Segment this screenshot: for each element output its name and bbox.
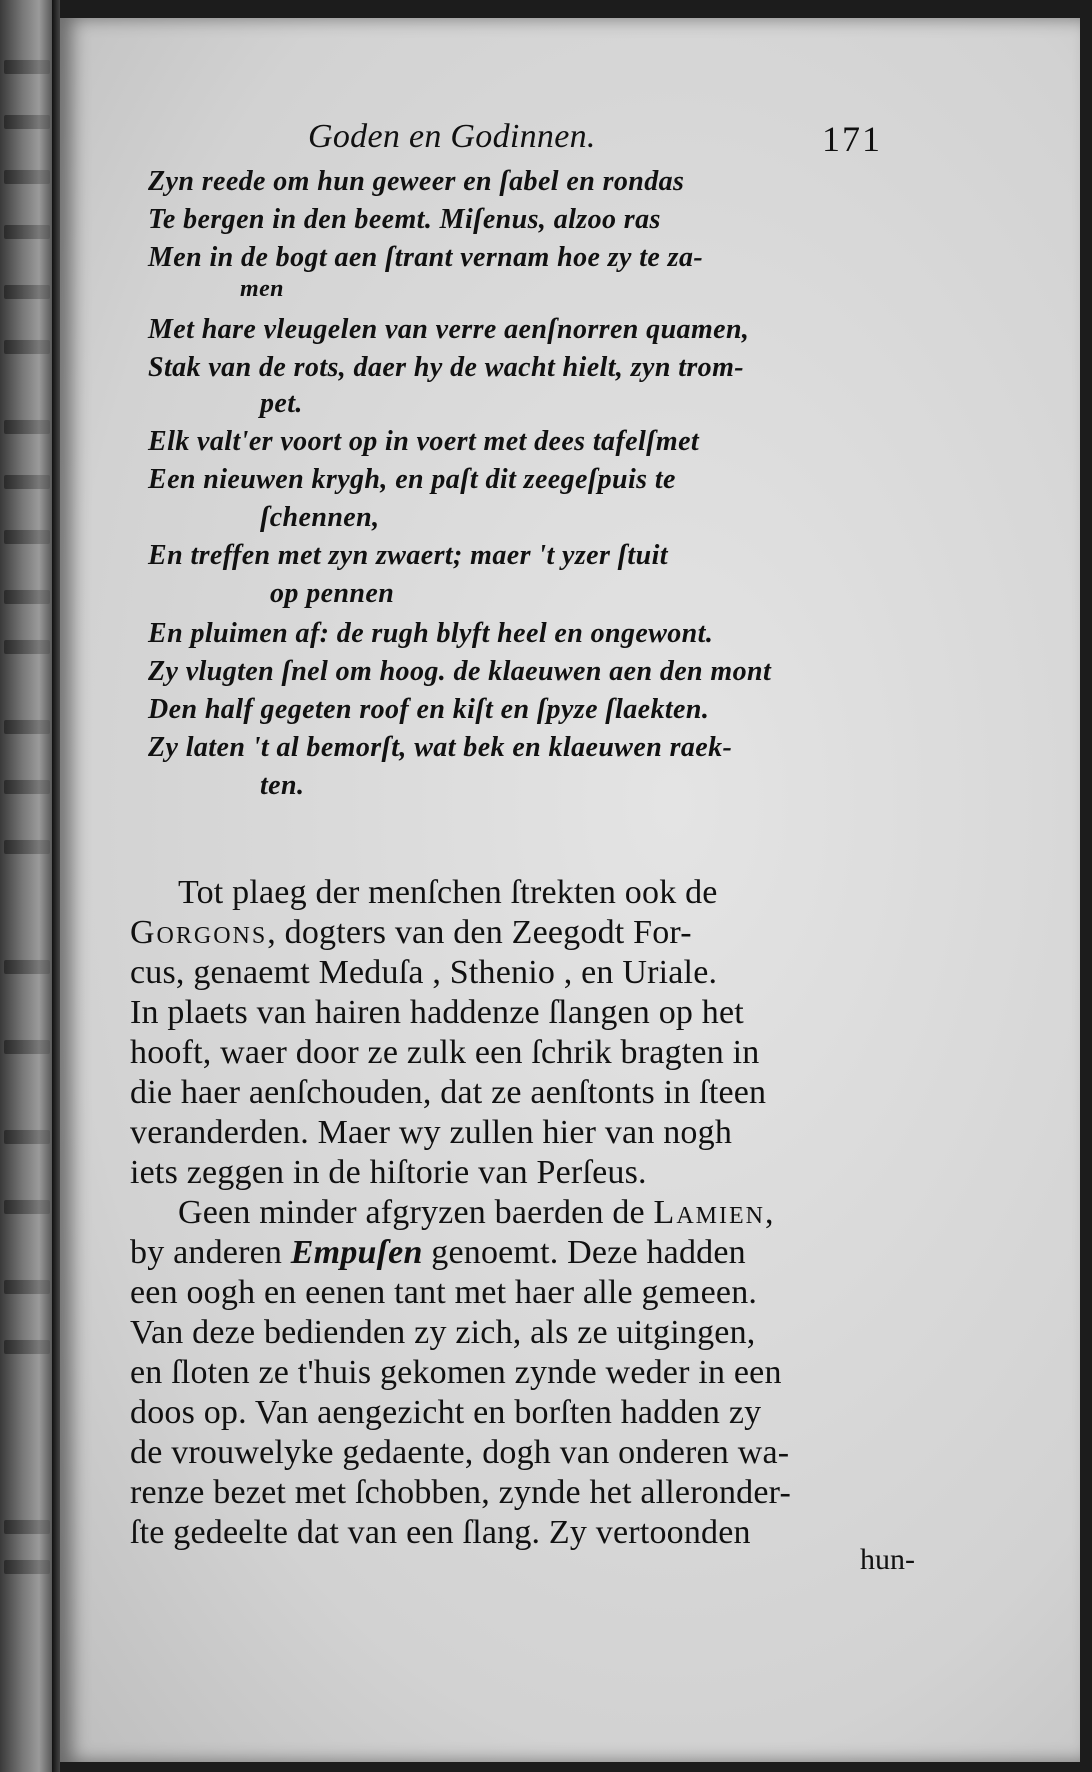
prose-line: hooft, waer door ze zulk een ſchrik bragten in [130,1034,760,1071]
prose-line: In plaets van hairen haddenze ſlangen op het [130,994,744,1031]
prose-line: en ſloten ze t'huis gekomen zynde weder in een [130,1354,782,1391]
verse-line: En pluimen af: de rugh blyft heel en ongewont. [148,618,714,649]
prose-line: die haer aenſchouden, dat ze aenſtonts in ſteen [130,1074,767,1111]
book-page [60,18,1080,1762]
prose-line: doos op. Van aengezicht en borſten hadden zy [130,1394,762,1431]
verse-line: op pennen [270,578,395,609]
prose-line: Van deze bedienden zy zich, als ze uitgingen, [130,1314,756,1351]
verse-line: Zy laten 't al bemorſt, wat bek en klaeuwen raek- [148,732,733,763]
prose-line: by anderen Empuſen genoemt. Deze hadden [130,1234,746,1271]
verse-line: Men in de bogt aen ſtrant vernam hoe zy te za- [148,242,704,273]
verse-line: Met hare vleugelen van verre aenſnorren quamen, [148,314,750,345]
verse-line: Stak van de rots, daer hy de wacht hielt, zyn trom- [148,352,744,383]
prose-line: ſte gedeelte dat van een ſlang. Zy vertoonden [130,1514,751,1551]
verse-line: ten. [260,770,305,801]
prose-line: renze bezet met ſchobben, zynde het alleronder- [130,1474,791,1511]
prose-line: iets zeggen in de hiſtorie van Perſeus. [130,1154,647,1191]
catchword: hun- [860,1543,915,1576]
running-head: Goden en Godinnen. [308,118,596,155]
verse-line: ſchennen, [260,502,380,533]
verse-line: Zy vlugten ſnel om hoog. de klaeuwen aen den mont [148,656,772,687]
prose-line: Gorgons, dogters van den Zeegodt For- [130,914,692,951]
verse-line: Zyn reede om hun geweer en ſabel en rondas [148,166,685,197]
prose-line: Geen minder afgryzen baerden de Lamien, [178,1194,774,1231]
prose-line: Tot plaeg der menſchen ſtrekten ook de [178,874,718,911]
prose-line: de vrouwelyke gedaente, dogh van onderen wa- [130,1434,790,1471]
prose-line: cus, genaemt Meduſa , Sthenio , en Uriale. [130,954,718,991]
name-lamien: Lamien [653,1194,765,1231]
page-number: 171 [822,119,882,159]
adjacent-page-edge [0,0,52,1772]
name-empusen: Empuſen [290,1234,423,1271]
verse-line: men [240,276,284,302]
verse-line: Te bergen in den beemt. Miſenus, alzoo ras [148,204,661,235]
book-gutter [52,0,60,1772]
verse-line: En treffen met zyn zwaert; maer 't yzer ſtuit [148,540,668,571]
name-gorgons: Gorgons [130,914,268,951]
verse-line: Een nieuwen krygh, en paſt dit zeegeſpuis te [148,464,676,495]
prose-line: een oogh en eenen tant met haer alle gemeen. [130,1274,758,1311]
prose-line: veranderden. Maer wy zullen hier van nogh [130,1114,733,1151]
verse-line: pet. [260,388,303,419]
verse-line: Elk valt'er voort op in voert met dees tafelſmet [148,426,700,457]
verse-line: Den half gegeten roof en kiſt en ſpyze ſlaekten. [148,694,710,725]
